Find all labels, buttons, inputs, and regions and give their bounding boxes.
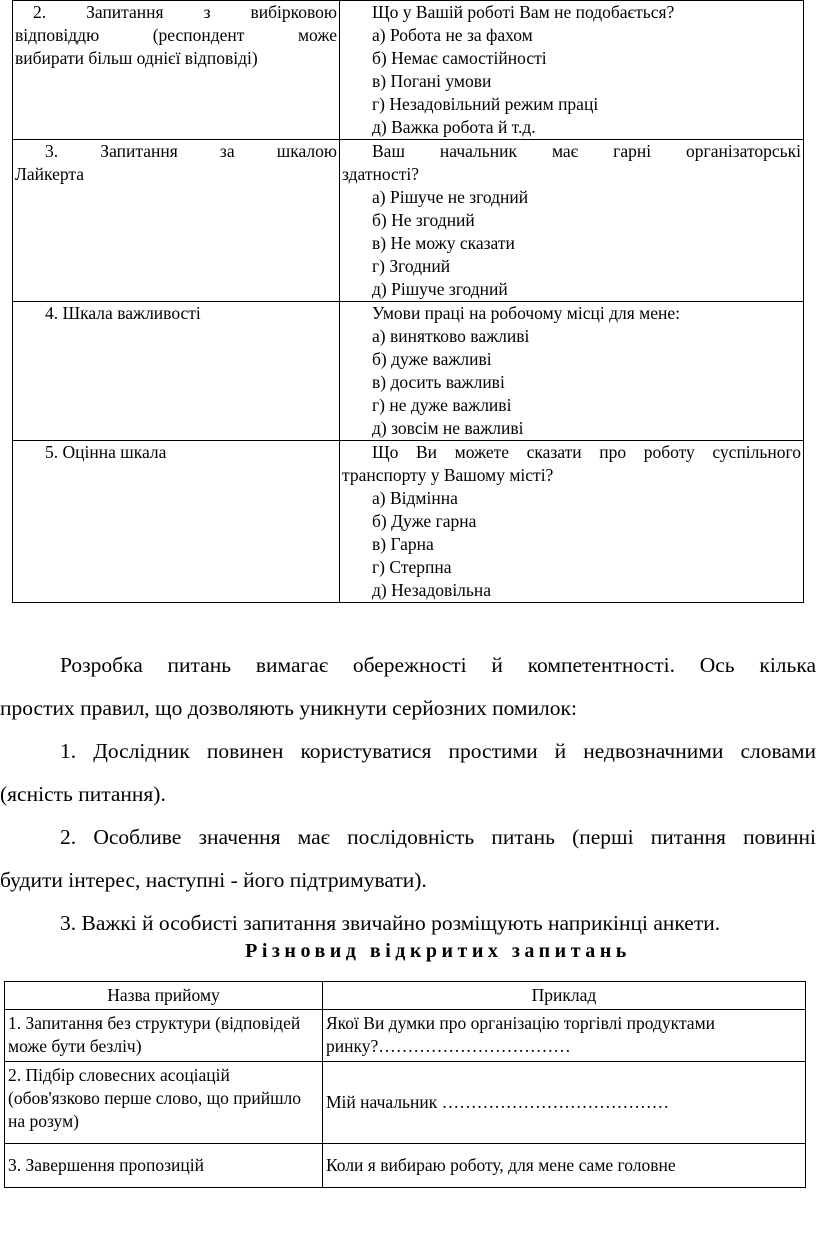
question-example-cell — [340, 302, 804, 441]
table-row — [13, 1, 804, 140]
question-type-line: відповіддю (респондент може — [15, 25, 337, 45]
table-row — [13, 302, 804, 441]
rule-1-line-2: (ясність питання). — [0, 782, 166, 806]
answer-option: д) Важка робота й т.д. — [372, 117, 536, 137]
header-example: Приклад — [323, 982, 806, 1010]
answer-option: г) Стерпна — [372, 557, 452, 577]
question-type-cell — [13, 441, 340, 603]
answer-option: г) не дуже важливі — [372, 395, 512, 415]
answer-option: г) Згодний — [372, 256, 451, 276]
table-row — [5, 1010, 806, 1062]
technique-name: 1. Запитання без структури (відповідей може бути безліч) — [5, 1010, 323, 1062]
rule-2-line-2: будити інтерес, наступні - його підтримувати). — [0, 868, 427, 892]
answer-option: в) Не можу сказати — [372, 233, 515, 253]
question-example-cell — [340, 441, 804, 603]
question-type-line: 5. Оцінна шкала — [45, 442, 167, 462]
question-type-line: вибирати більш однієї відповіді) — [15, 48, 258, 68]
answer-option: б) Не згодний — [372, 210, 475, 230]
rules-text — [0, 644, 816, 945]
intro-line-1: Розробка питань вимагає обережності й компетентності. Ось кілька — [60, 653, 816, 677]
open-questions-table — [4, 981, 806, 1188]
question-type-line: 3. Запитання за шкалою — [45, 141, 337, 161]
question-type-line: 2. Запитання з вибірковою — [33, 2, 337, 22]
answer-option: в) Погані умови — [372, 71, 492, 91]
answer-option: в) досить важливі — [372, 372, 505, 392]
answer-option: в) Гарна — [372, 534, 434, 554]
table-row — [13, 441, 804, 603]
answer-option: д) Рішуче згодний — [372, 279, 508, 299]
table-row — [13, 140, 804, 302]
question-type-line: Лайкерта — [15, 164, 84, 184]
question-type-cell — [13, 140, 340, 302]
intro-line-2: простих правил, що дозволяють уникнути серйозних помилок: — [0, 696, 577, 720]
answer-option: а) Відмінна — [372, 488, 458, 508]
question-text: Що у Вашій роботі Вам не подобається? — [372, 2, 675, 22]
rule-1-line-1: 1. Дослідник повинен користуватися простими й недвозначними словами — [60, 739, 816, 763]
question-example-cell — [340, 1, 804, 140]
answer-option: б) Дуже гарна — [372, 511, 477, 531]
answer-option: д) Незадовільна — [372, 580, 492, 600]
question-type-cell — [13, 1, 340, 140]
table-row — [5, 1062, 806, 1144]
answer-option: б) дуже важливі — [372, 349, 492, 369]
rule-3: 3. Важкі й особисті запитання звичайно розміщують наприкінці анкети. — [60, 911, 721, 935]
answer-option: а) Рішуче не згодний — [372, 187, 529, 207]
question-text: транспорту у Вашому місті? — [342, 465, 554, 485]
answer-option: а) Робота не за фахом — [372, 25, 533, 45]
table-row — [5, 1144, 806, 1188]
technique-name: 2. Підбір словесних асоціацій (обов'язково перше слово, що прийшло на розум) — [5, 1062, 323, 1144]
answer-option: д) зовсім не важливі — [372, 418, 524, 438]
question-text: Умови праці на робочому місці для мене: — [372, 303, 680, 323]
rule-2-line-1: 2. Особливе значення має послідовність питань (перші питання повинні — [60, 825, 816, 849]
question-types-table — [12, 0, 804, 603]
question-example-cell — [340, 140, 804, 302]
technique-example: Мій начальник ………………………………… — [323, 1062, 806, 1144]
technique-name: 3. Завершення пропозицій — [5, 1144, 323, 1188]
answer-option: г) Незадовільний режим праці — [372, 94, 599, 114]
header-name: Назва прийому — [5, 982, 323, 1010]
technique-example: Коли я вибираю роботу, для мене саме головне — [323, 1144, 806, 1188]
answer-option: а) винятково важливі — [372, 326, 530, 346]
question-type-line: 4. Шкала важливості — [45, 303, 201, 323]
question-type-cell — [13, 302, 340, 441]
section-heading: Різновид відкритих запитань — [245, 940, 631, 962]
question-text: Що Ви можете сказати про роботу суспільного — [372, 442, 801, 462]
technique-example: Якої Ви думки про організацію торгівлі продуктами ринку?…………………………… — [323, 1010, 806, 1062]
question-text: здатності? — [342, 164, 420, 184]
table-header-row — [5, 982, 806, 1010]
answer-option: б) Немає самостійності — [372, 48, 547, 68]
question-text: Ваш начальник має гарні організаторські — [372, 141, 801, 161]
